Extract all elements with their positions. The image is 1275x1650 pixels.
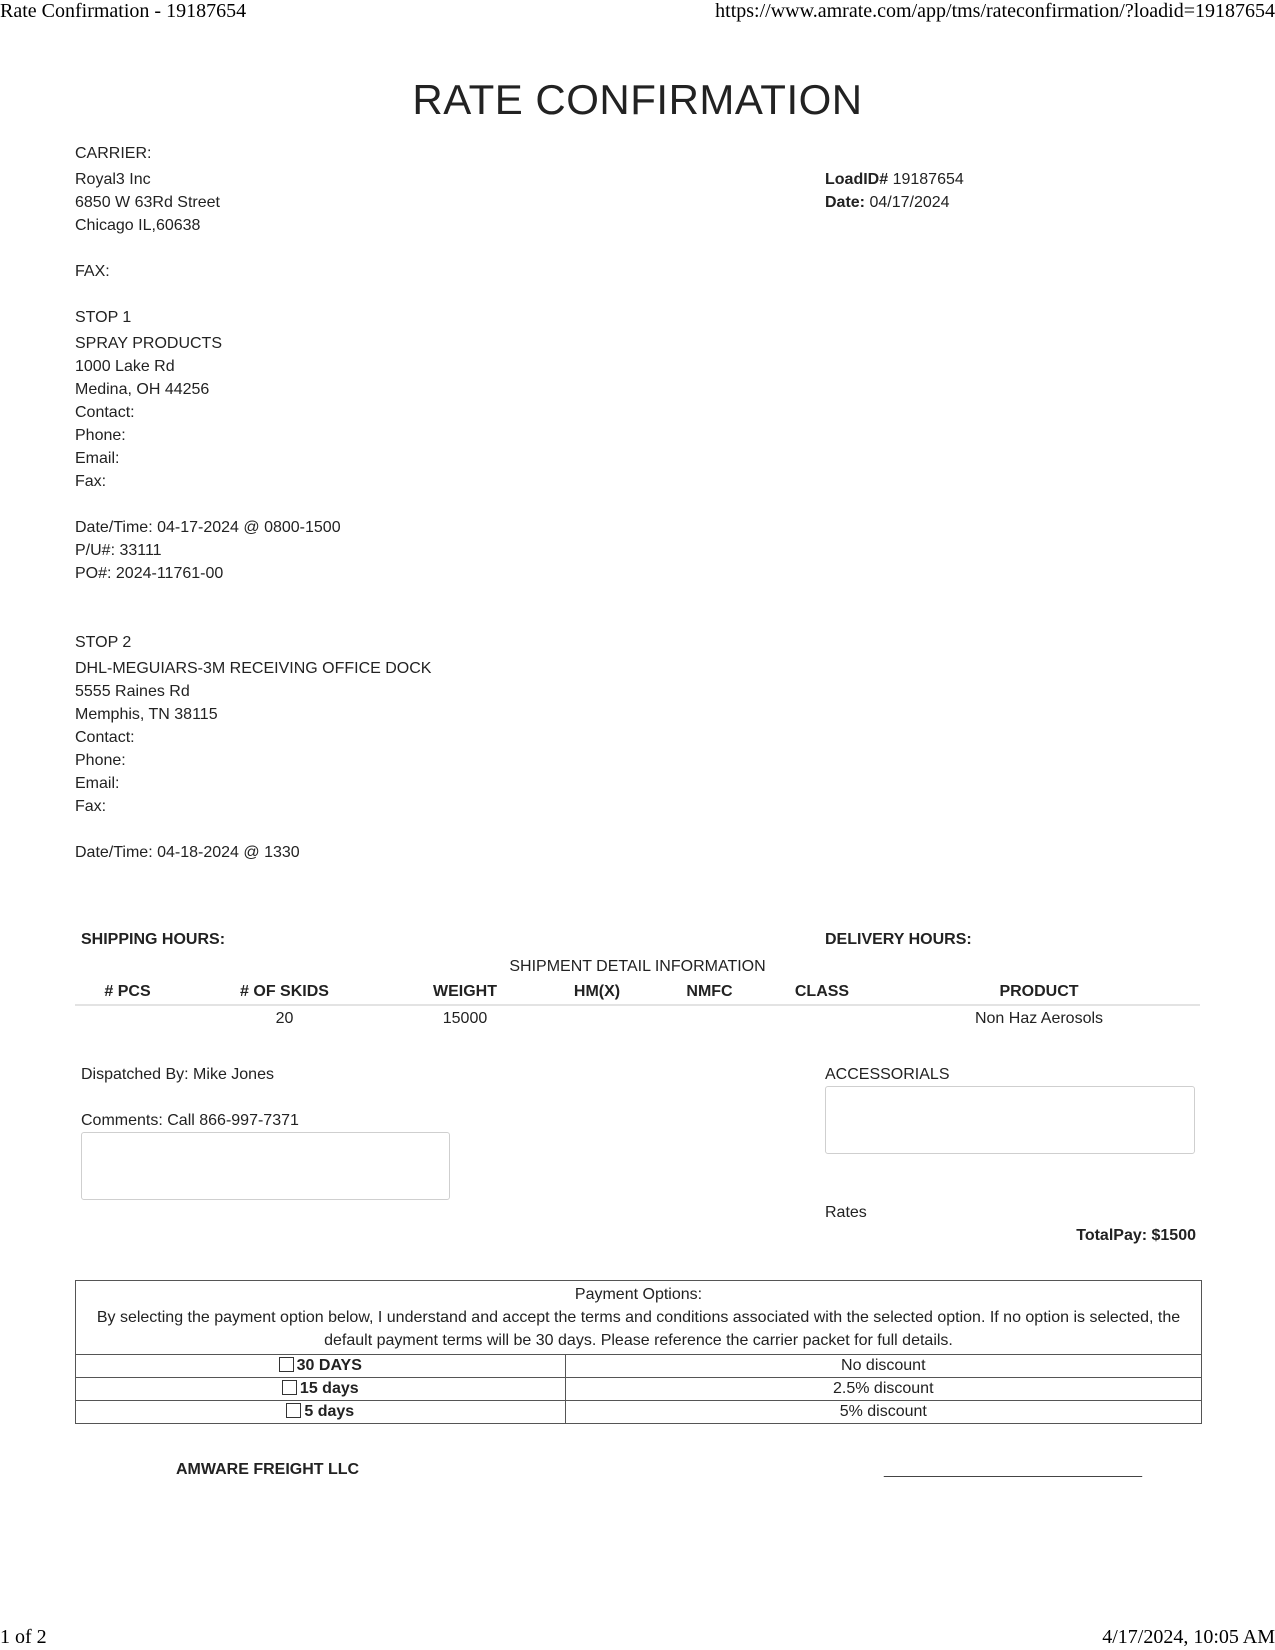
payment-terms-text: By selecting the payment option below, I understand and accept the terms and conditions associated with the selected option. If no option is selected, the default payment terms will be 30 days. Please reference the carrier packet for full details. xyxy=(96,1309,1181,1349)
stop-heading: STOP 2 xyxy=(75,634,132,651)
cell-nmfc xyxy=(653,1005,766,1031)
column-header-class: CLASS xyxy=(766,980,878,1005)
load-id-line xyxy=(825,168,964,191)
load-info xyxy=(825,168,964,214)
table-header-row xyxy=(75,980,1200,1005)
payment-options-table xyxy=(75,1280,1202,1424)
column-header-product: PRODUCT xyxy=(878,980,1200,1005)
total-pay: TotalPay: $1500 xyxy=(1076,1227,1196,1244)
column-header-skids: # OF SKIDS xyxy=(180,980,389,1005)
column-header-nmfc: NMFC xyxy=(653,980,766,1005)
comments-label: Comments: Call 866-997-7371 xyxy=(81,1112,299,1129)
stop-contact: Contact: xyxy=(75,729,135,746)
stop-datetime: Date/Time: 04-18-2024 @ 1330 xyxy=(75,844,300,861)
stop-city: Memphis, TN 38115 xyxy=(75,706,218,723)
stop-heading: STOP 1 xyxy=(75,309,132,326)
document-title: RATE CONFIRMATION xyxy=(412,76,863,123)
stop-email: Email: xyxy=(75,775,120,792)
stop-name: SPRAY PRODUCTS xyxy=(75,335,222,352)
stop-contact: Contact: xyxy=(75,404,135,421)
load-id-value: 19187654 xyxy=(888,171,964,188)
stop-street: 1000 Lake Rd xyxy=(75,358,175,375)
cell-weight: 15000 xyxy=(442,1009,488,1027)
stop-1 xyxy=(75,306,341,585)
page-url-header[interactable]: https://www.amrate.com/app/tms/rateconfirmation/?loadid=19187654 xyxy=(715,0,1275,22)
cell-pcs xyxy=(75,1005,180,1031)
accessorials-box[interactable] xyxy=(825,1086,1195,1154)
shipment-caption: SHIPMENT DETAIL INFORMATION xyxy=(509,958,766,975)
payment-option-30-days[interactable] xyxy=(76,1355,566,1378)
carrier-block xyxy=(75,142,220,283)
rates-label: Rates xyxy=(825,1204,867,1221)
stop-2 xyxy=(75,631,431,864)
date-value: 04/17/2024 xyxy=(865,194,950,211)
carrier-label: CARRIER: xyxy=(75,145,152,162)
payment-option-label: 5 days xyxy=(304,1403,355,1420)
date-label: Date: xyxy=(825,194,866,211)
carrier-fax-label: FAX: xyxy=(75,263,110,280)
company-name: AMWARE FREIGHT LLC xyxy=(176,1461,360,1478)
payment-option-row xyxy=(76,1378,1202,1401)
stop-po-number: PO#: 2024-11761-00 xyxy=(75,565,224,582)
stop-street: 5555 Raines Rd xyxy=(75,683,190,700)
page-title-header: Rate Confirmation - 19187654 xyxy=(0,0,247,22)
cell-product: Non Haz Aerosols xyxy=(974,1009,1104,1027)
checkbox-icon[interactable] xyxy=(282,1380,297,1395)
payment-option-discount: 2.5% discount xyxy=(565,1378,1201,1401)
delivery-hours-label: DELIVERY HOURS: xyxy=(825,931,972,948)
signature-line: _____________________________ xyxy=(884,1461,1143,1478)
column-header-hmx: HM(X) xyxy=(541,980,653,1005)
table-row xyxy=(75,1005,1200,1031)
checkbox-icon[interactable] xyxy=(279,1357,294,1372)
carrier-city: Chicago IL,60638 xyxy=(75,217,201,234)
comments-box[interactable] xyxy=(81,1132,450,1200)
shipment-detail-table xyxy=(75,980,1200,1031)
payment-option-discount: No discount xyxy=(565,1355,1201,1378)
payment-terms-cell xyxy=(76,1281,1202,1355)
dispatched-by: Dispatched By: Mike Jones xyxy=(81,1066,274,1083)
load-id-label: LoadID# xyxy=(825,171,889,188)
page-count: 1 of 2 xyxy=(0,1626,47,1648)
payment-option-5-days[interactable] xyxy=(76,1401,566,1424)
stop-pu-number: P/U#: 33111 xyxy=(75,542,162,559)
shipping-hours-label: SHIPPING HOURS: xyxy=(81,931,226,948)
accessorials-label: ACCESSORIALS xyxy=(825,1066,950,1083)
payment-option-label: 15 days xyxy=(299,1380,359,1397)
stop-name: DHL-MEGUIARS-3M RECEIVING OFFICE DOCK xyxy=(75,660,432,677)
date-line xyxy=(825,191,964,214)
column-header-pcs: # PCS xyxy=(75,980,180,1005)
cell-skids: 20 xyxy=(275,1009,294,1027)
payment-option-discount: 5% discount xyxy=(565,1401,1201,1424)
cell-class xyxy=(766,1005,878,1031)
payment-option-row xyxy=(76,1355,1202,1378)
stop-email: Email: xyxy=(75,450,120,467)
printed-timestamp: 4/17/2024, 10:05 AM xyxy=(1102,1626,1275,1648)
stop-city: Medina, OH 44256 xyxy=(75,381,210,398)
checkbox-icon[interactable] xyxy=(286,1403,301,1418)
stop-datetime: Date/Time: 04-17-2024 @ 0800-1500 xyxy=(75,519,341,536)
payment-option-label: 30 DAYS xyxy=(296,1357,362,1374)
payment-option-row xyxy=(76,1401,1202,1424)
stop-fax: Fax: xyxy=(75,473,107,490)
carrier-street: 6850 W 63Rd Street xyxy=(75,194,220,211)
carrier-name: Royal3 Inc xyxy=(75,171,151,188)
column-header-weight: WEIGHT xyxy=(389,980,541,1005)
cell-hmx xyxy=(541,1005,653,1031)
stop-phone: Phone: xyxy=(75,427,126,444)
payment-options-title: Payment Options: xyxy=(574,1286,703,1303)
stop-phone: Phone: xyxy=(75,752,126,769)
payment-option-15-days[interactable] xyxy=(76,1378,566,1401)
stop-fax: Fax: xyxy=(75,798,107,815)
